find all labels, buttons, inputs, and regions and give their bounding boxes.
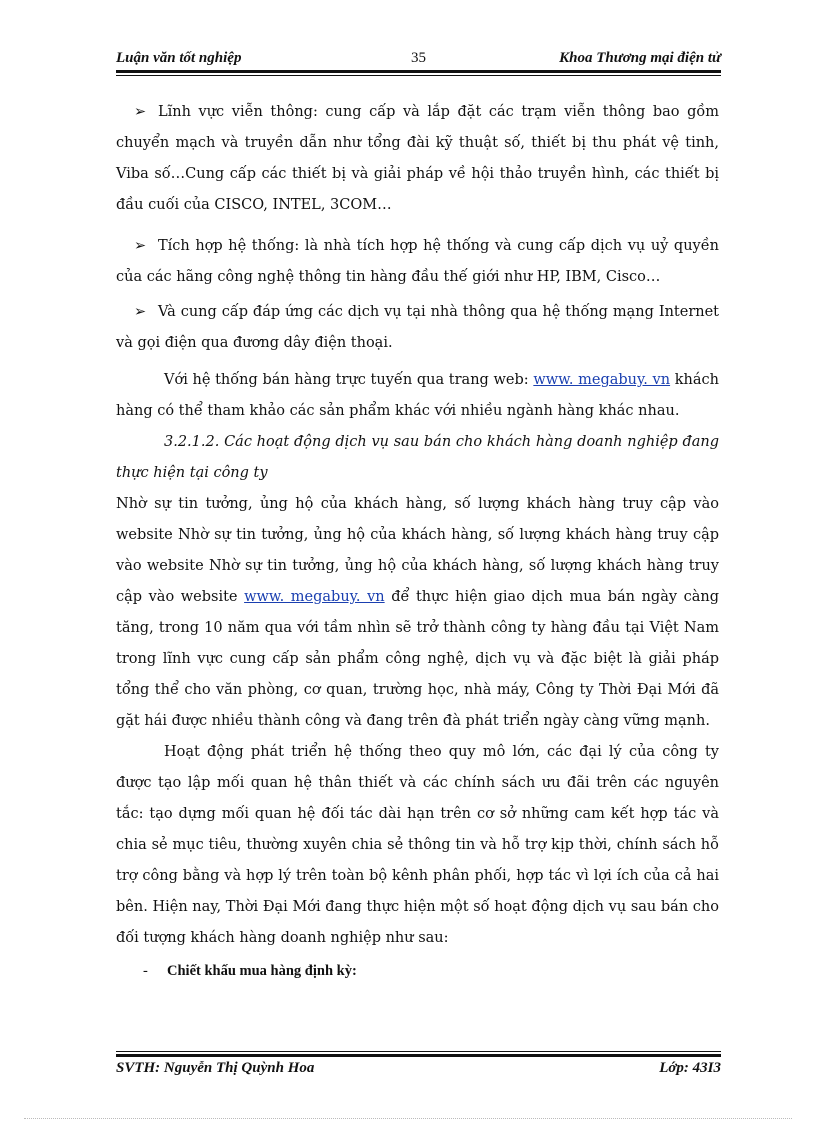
footer-rule-thin — [116, 1051, 721, 1052]
header-thesis-title: Luận văn tốt nghiệp — [116, 50, 242, 66]
bullet-text: Và cung cấp đáp ứng các dịch vụ tại nhà thông qua hệ thống mạng Internet và gọi điện qua đương dây điện thoại. — [116, 304, 719, 351]
paragraph-trust: Nhờ sự tin tưởng, ủng hộ của khách hàng, số lượng khách hàng truy cập vào website Nhờ sự tin tưởng, ủng hộ của khách hàng, số lượng khách hàng truy cập vào website Nhờ sự tin tưởng, ủng hộ của khách hàng, số lượng khách hàng truy cập vào website www. megabuy. vn để thực hiện giao dịch mua bán ngày càng tăng, trong 10 năm qua với tầm nhìn sẽ trở thành công ty hàng đầu tại Việt Nam trong lĩnh vực cung cấp sản phẩm công nghệ, dịch vụ và đặc biệt là giải pháp tổng thể cho văn phòng, cơ quan, trường học, nhà máy, Công ty Thời Đại Mới đã gặt hái được nhiều thành công và đang trên đà phát triển ngày càng vững mạnh. — [116, 496, 719, 729]
page-header — [116, 50, 721, 70]
header-page-number: 35 — [411, 50, 426, 66]
arrow-bullet-icon: ➢ — [134, 304, 147, 320]
section-heading: 3.2.1.2. Các hoạt động dịch vụ sau bán cho khách hàng doanh nghiệp đang thực hiện tại công ty — [116, 434, 719, 481]
megabuy-link[interactable]: www. megabuy. vn — [533, 372, 671, 388]
bullet-text: Tích hợp hệ thống: là nhà tích hợp hệ thống và cung cấp dịch vụ uỷ quyền của các hãng công nghệ thông tin hàng đầu thế giới như HP, IBM, Cisco… — [116, 238, 719, 285]
footer-student: SVTH: Nguyễn Thị Quỳnh Hoa — [116, 1060, 315, 1076]
dash-item-text: Chiết khấu mua hàng định kỳ: — [167, 963, 357, 979]
dash-item-discount — [143, 963, 357, 980]
megabuy-link[interactable]: www. megabuy. vn — [244, 589, 385, 605]
arrow-bullet-icon: ➢ — [134, 238, 147, 254]
bullet-home-service — [116, 297, 719, 359]
dash-marker: - — [143, 963, 148, 979]
bullet-integration — [116, 231, 719, 293]
paragraph-activity: Hoạt động phát triển hệ thống theo quy mô lớn, các đại lý của công ty được tạo lập mối quan hệ thân thiết và các chính sách ưu đãi trên các nguyên tắc: tạo dựng mối quan hệ đối tác dài hạn trên cơ sở những cam kết hợp tác và chia sẻ mục tiêu, thường xuyên chia sẻ thông tin và hỗ trợ kịp thời, chính sách hỗ trợ công bằng và hợp lý trên toàn bộ kênh phân phối, hợp tác vì lợi ích của cả hai bên. Hiện nay, Thời Đại Mới đang thực hiện một số hoạt động dịch vụ sau bán cho đối tượng khách hàng doanh nghiệp như sau: — [116, 744, 719, 946]
page-body — [116, 97, 719, 954]
footer-rule-thick — [116, 1054, 721, 1057]
page-footer — [116, 1060, 721, 1080]
paragraph-web-sales: Với hệ thống bán hàng trực tuyến qua trang web: www. megabuy. vn khách hàng có thể tham khảo các sản phẩm khác với nhiều ngành hàng khác nhau. — [116, 372, 719, 419]
bullet-text: Lĩnh vực viễn thông: cung cấp và lắp đặt các trạm viễn thông bao gồm chuyển mạch và truyền dẫn như tổng đài kỹ thuật số, thiết bị thu phát vệ tinh, Viba số…Cung cấp các thiết bị và giải pháp về hội thảo truyền hình, các thiết bị đầu cuối của CISCO, INTEL, 3COM… — [116, 104, 719, 213]
arrow-bullet-icon: ➢ — [134, 104, 147, 120]
page-edge-divider — [24, 1118, 792, 1119]
header-rule-thin — [116, 75, 721, 76]
header-faculty: Khoa Thương mại điện tử — [559, 50, 721, 66]
footer-class: Lớp: 43I3 — [659, 1060, 721, 1076]
header-rule-thick — [116, 70, 721, 73]
bullet-telecom — [116, 97, 719, 221]
